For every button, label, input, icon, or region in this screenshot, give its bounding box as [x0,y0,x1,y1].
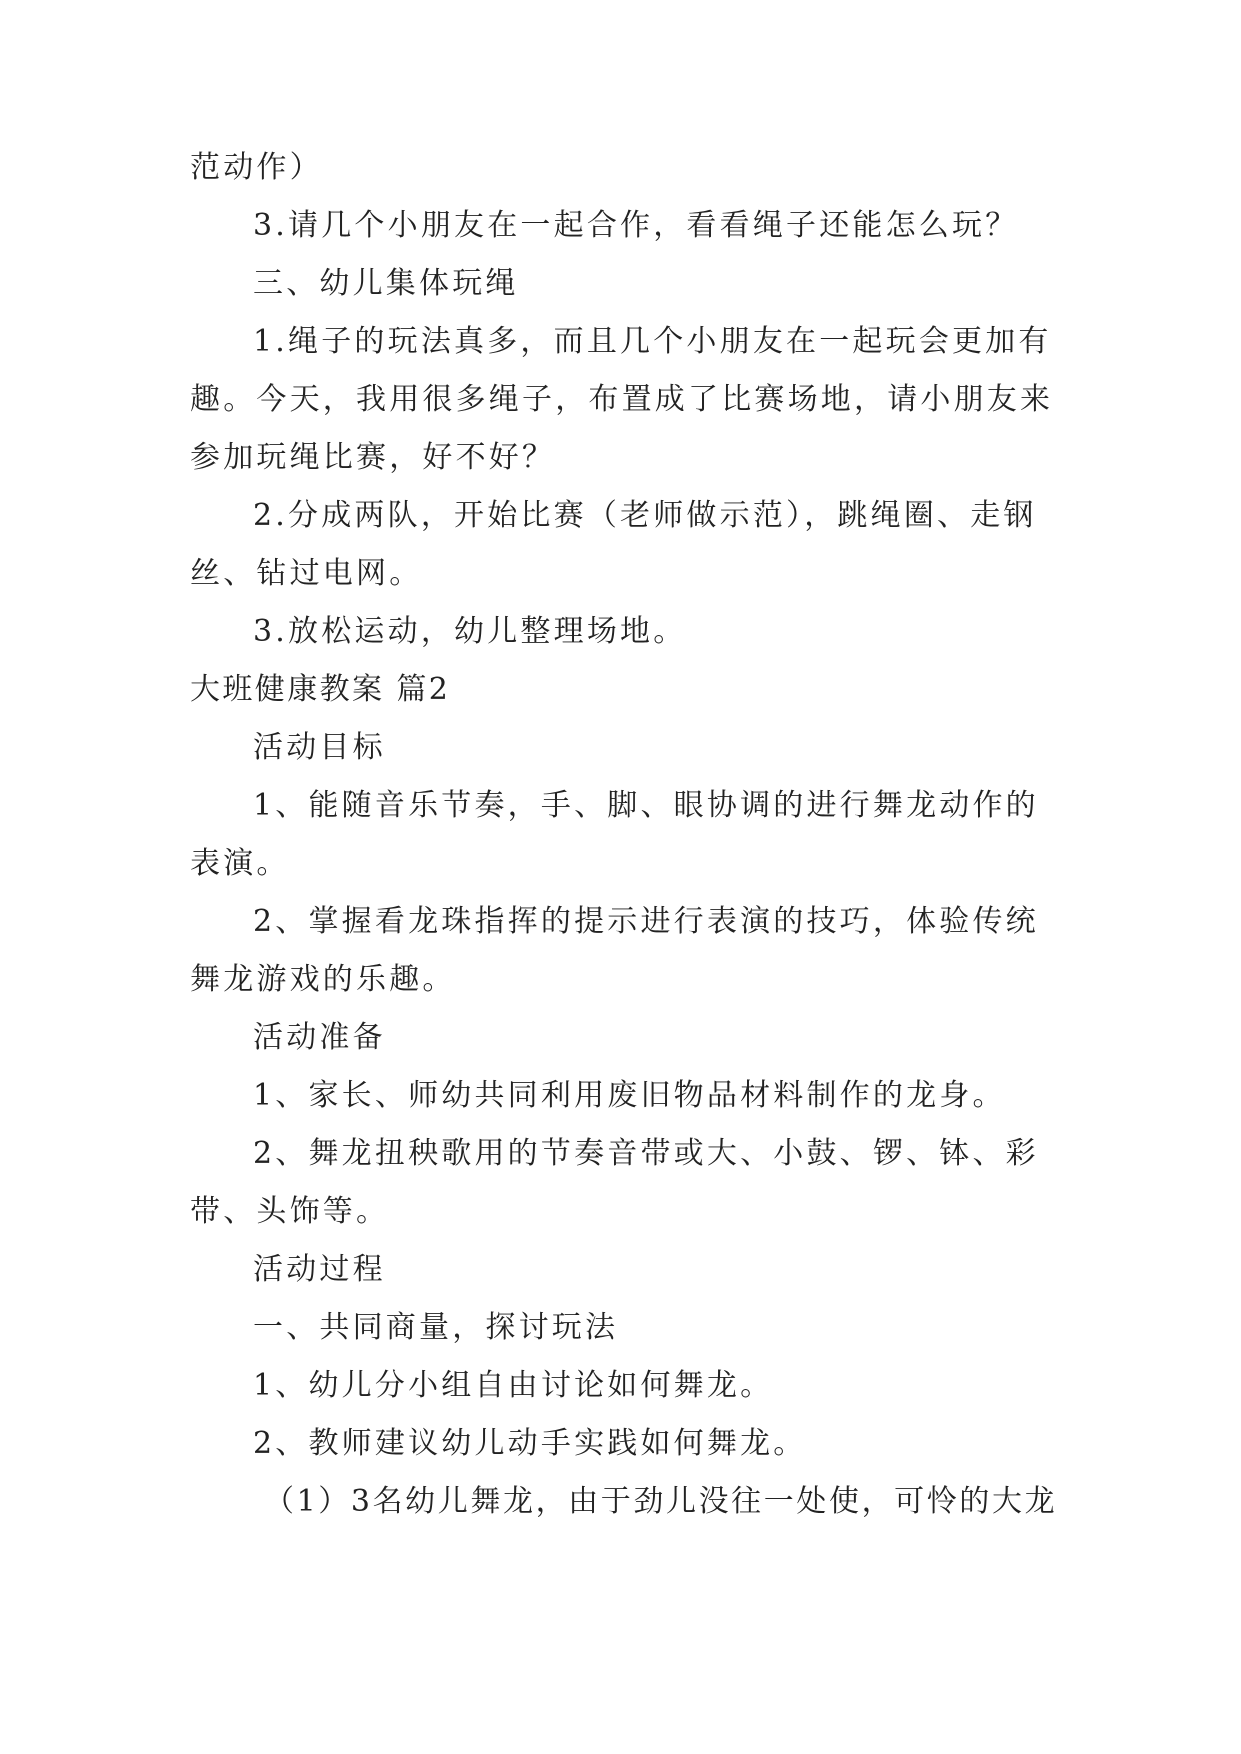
text-line: 3.放松运动，幼儿整理场地。 [253,614,687,649]
section-heading: 三、幼儿集体玩绳 [253,266,519,301]
text-line: 带、头饰等。 [190,1194,390,1229]
text-line: 舞龙游戏的乐趣。 [190,962,456,997]
text-line: 表演。 [190,846,290,881]
text-line: 1、幼儿分小组自由讨论如何舞龙。 [253,1368,774,1403]
text-line: 2、教师建议幼儿动手实践如何舞龙。 [253,1426,807,1461]
text-line: 丝、钻过电网。 [190,556,423,591]
section-heading: 一、共同商量，探讨玩法 [253,1310,619,1345]
lesson-title: 大班健康教案 篇2 [190,672,451,707]
text-line: 参加玩绳比赛，好不好？ [190,440,556,475]
text-line: 趣。今天，我用很多绳子，布置成了比赛场地，请小朋友来 [190,382,1054,417]
text-line: 2、掌握看龙珠指挥的提示进行表演的技巧，体验传统 [253,904,1039,939]
text-line: 1、能随音乐节奏，手、脚、眼协调的进行舞龙动作的 [253,788,1039,823]
text-line: 1.绳子的玩法真多，而且几个小朋友在一起玩会更加有 [253,324,1052,359]
text-line: 范动作） [190,150,323,185]
text-line: 1、家长、师幼共同利用废旧物品材料制作的龙身。 [253,1078,1006,1113]
section-heading: 活动过程 [253,1252,386,1287]
text-line: （1）3名幼儿舞龙，由于劲儿没往一处使，可怜的大龙 [264,1484,1058,1519]
section-heading: 活动目标 [253,730,386,765]
section-heading: 活动准备 [253,1020,386,1055]
text-line: 2、舞龙扭秧歌用的节奏音带或大、小鼓、锣、钵、彩 [253,1136,1039,1171]
text-line: 2.分成两队，开始比赛（老师做示范），跳绳圈、走钢 [253,498,1037,533]
text-line: 3.请几个小朋友在一起合作，看看绳子还能怎么玩？ [253,208,1019,243]
